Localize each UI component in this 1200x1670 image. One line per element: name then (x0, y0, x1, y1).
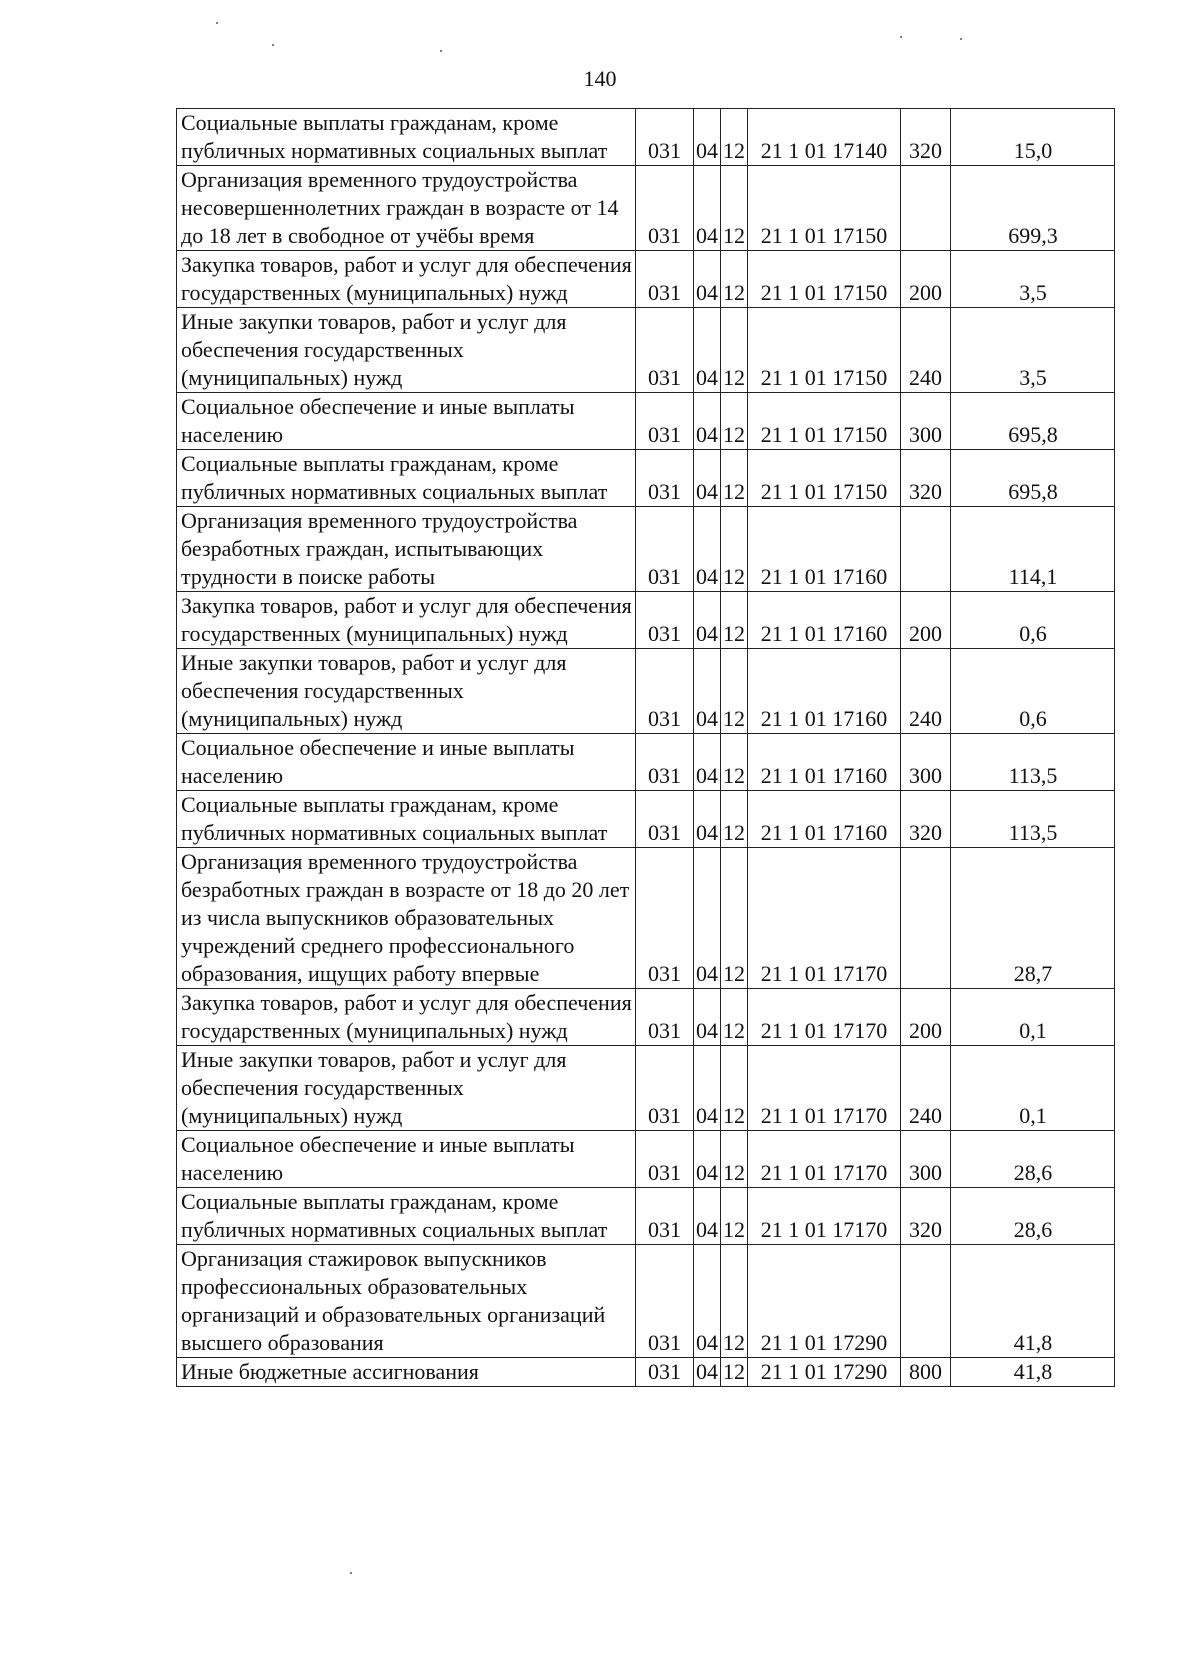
row-description: Закупка товаров, работ и услуг для обеспечения государственных (муниципальных) нужд (177, 592, 636, 649)
row-section-code: 04 (694, 734, 721, 791)
row-target-article-code: 21 1 01 17160 (748, 734, 901, 791)
row-amount: 114,1 (951, 507, 1115, 592)
row-expense-type-code: 240 (901, 649, 951, 734)
row-description: Закупка товаров, работ и услуг для обеспечения государственных (муниципальных) нужд (177, 251, 636, 308)
table-row (177, 507, 1115, 592)
row-target-article-code: 21 1 01 17150 (748, 393, 901, 450)
row-target-article-code: 21 1 01 17290 (748, 1245, 901, 1358)
row-subsection-code: 12 (721, 1245, 748, 1358)
row-description: Иные закупки товаров, работ и услуг для обеспечения государственных (муниципальных) нужд (177, 1046, 636, 1131)
table-row (177, 791, 1115, 848)
row-expense-type-code: 200 (901, 592, 951, 649)
row-description: Иные закупки товаров, работ и услуг для обеспечения государственных (муниципальных) нужд (177, 649, 636, 734)
row-ministry-code: 031 (636, 649, 694, 734)
row-expense-type-code: 320 (901, 109, 951, 166)
row-target-article-code: 21 1 01 17160 (748, 592, 901, 649)
row-expense-type-code (901, 848, 951, 989)
row-expense-type-code: 320 (901, 791, 951, 848)
table-row (177, 308, 1115, 393)
row-section-code: 04 (694, 649, 721, 734)
row-expense-type-code: 240 (901, 308, 951, 393)
row-subsection-code: 12 (721, 592, 748, 649)
table-row (177, 1188, 1115, 1245)
table-row (177, 1245, 1115, 1358)
row-section-code: 04 (694, 507, 721, 592)
row-subsection-code: 12 (721, 507, 748, 592)
row-amount: 3,5 (951, 251, 1115, 308)
table-row (177, 649, 1115, 734)
row-section-code: 04 (694, 1046, 721, 1131)
row-amount: 0,1 (951, 1046, 1115, 1131)
row-description: Социальное обеспечение и иные выплаты населению (177, 393, 636, 450)
scan-speck (350, 1572, 352, 1574)
table-row (177, 1046, 1115, 1131)
row-ministry-code: 031 (636, 109, 694, 166)
row-expense-type-code: 300 (901, 1131, 951, 1188)
row-description: Социальное обеспечение и иные выплаты населению (177, 1131, 636, 1188)
row-target-article-code: 21 1 01 17170 (748, 1131, 901, 1188)
row-target-article-code: 21 1 01 17170 (748, 1188, 901, 1245)
row-target-article-code: 21 1 01 17160 (748, 507, 901, 592)
row-ministry-code: 031 (636, 791, 694, 848)
row-ministry-code: 031 (636, 1131, 694, 1188)
scan-speck (216, 22, 218, 24)
row-ministry-code: 031 (636, 1245, 694, 1358)
budget-table (176, 108, 1115, 1387)
row-subsection-code: 12 (721, 1358, 748, 1387)
scan-speck (440, 50, 442, 52)
row-amount: 28,6 (951, 1131, 1115, 1188)
row-section-code: 04 (694, 109, 721, 166)
row-target-article-code: 21 1 01 17150 (748, 166, 901, 251)
row-ministry-code: 031 (636, 450, 694, 507)
row-ministry-code: 031 (636, 592, 694, 649)
row-section-code: 04 (694, 251, 721, 308)
row-amount: 699,3 (951, 166, 1115, 251)
row-subsection-code: 12 (721, 166, 748, 251)
row-description: Иные бюджетные ассигнования (177, 1358, 636, 1387)
row-target-article-code: 21 1 01 17150 (748, 308, 901, 393)
row-expense-type-code: 300 (901, 393, 951, 450)
row-description: Закупка товаров, работ и услуг для обеспечения государственных (муниципальных) нужд (177, 989, 636, 1046)
table-row (177, 989, 1115, 1046)
row-subsection-code: 12 (721, 1131, 748, 1188)
row-target-article-code: 21 1 01 17150 (748, 450, 901, 507)
row-description: Организация временного трудоустройства безработных граждан, испытывающих трудности в поиске работы (177, 507, 636, 592)
row-expense-type-code: 300 (901, 734, 951, 791)
row-ministry-code: 031 (636, 1046, 694, 1131)
scan-speck (900, 36, 902, 38)
row-subsection-code: 12 (721, 848, 748, 989)
scan-speck (960, 38, 962, 40)
row-subsection-code: 12 (721, 1046, 748, 1131)
row-ministry-code: 031 (636, 734, 694, 791)
row-description: Организация временного трудоустройства безработных граждан в возрасте от 18 до 20 лет из числа выпускников образовательных учреждений среднего профессионального образования, ищущих работу впервые (177, 848, 636, 989)
row-description: Социальные выплаты гражданам, кроме публичных нормативных социальных выплат (177, 1188, 636, 1245)
row-subsection-code: 12 (721, 393, 748, 450)
table-row (177, 450, 1115, 507)
row-section-code: 04 (694, 1131, 721, 1188)
row-description: Иные закупки товаров, работ и услуг для обеспечения государственных (муниципальных) нужд (177, 308, 636, 393)
scan-speck (272, 44, 274, 46)
row-section-code: 04 (694, 592, 721, 649)
row-ministry-code: 031 (636, 507, 694, 592)
table-row (177, 1131, 1115, 1188)
row-target-article-code: 21 1 01 17150 (748, 251, 901, 308)
row-amount: 695,8 (951, 393, 1115, 450)
row-expense-type-code (901, 166, 951, 251)
row-subsection-code: 12 (721, 791, 748, 848)
row-subsection-code: 12 (721, 308, 748, 393)
row-ministry-code: 031 (636, 1188, 694, 1245)
row-section-code: 04 (694, 791, 721, 848)
row-section-code: 04 (694, 450, 721, 507)
row-ministry-code: 031 (636, 166, 694, 251)
row-amount: 41,8 (951, 1358, 1115, 1387)
row-target-article-code: 21 1 01 17170 (748, 848, 901, 989)
row-expense-type-code: 200 (901, 251, 951, 308)
table-row (177, 109, 1115, 166)
row-subsection-code: 12 (721, 450, 748, 507)
row-amount: 28,6 (951, 1188, 1115, 1245)
table-row (177, 734, 1115, 791)
row-description: Социальное обеспечение и иные выплаты населению (177, 734, 636, 791)
row-description: Социальные выплаты гражданам, кроме публичных нормативных социальных выплат (177, 450, 636, 507)
row-amount: 28,7 (951, 848, 1115, 989)
row-expense-type-code: 320 (901, 1188, 951, 1245)
table-row (177, 393, 1115, 450)
row-target-article-code: 21 1 01 17170 (748, 989, 901, 1046)
row-subsection-code: 12 (721, 251, 748, 308)
row-ministry-code: 031 (636, 251, 694, 308)
row-expense-type-code: 240 (901, 1046, 951, 1131)
table-row (177, 592, 1115, 649)
row-ministry-code: 031 (636, 989, 694, 1046)
row-description: Организация стажировок выпускников профессиональных образовательных организаций и образовательных организаций высшего образования (177, 1245, 636, 1358)
page-number: 140 (583, 66, 617, 91)
row-section-code: 04 (694, 1188, 721, 1245)
row-amount: 0,1 (951, 989, 1115, 1046)
row-target-article-code: 21 1 01 17290 (748, 1358, 901, 1387)
row-section-code: 04 (694, 848, 721, 989)
table-row (177, 1358, 1115, 1387)
row-amount: 113,5 (951, 791, 1115, 848)
row-amount: 41,8 (951, 1245, 1115, 1358)
row-ministry-code: 031 (636, 393, 694, 450)
row-amount: 113,5 (951, 734, 1115, 791)
budget-table-body (177, 109, 1115, 1387)
row-subsection-code: 12 (721, 1188, 748, 1245)
row-section-code: 04 (694, 393, 721, 450)
row-section-code: 04 (694, 1358, 721, 1387)
row-amount: 695,8 (951, 450, 1115, 507)
row-description: Организация временного трудоустройства несовершеннолетних граждан в возрасте от 14 до 18 лет в свободное от учёбы время (177, 166, 636, 251)
row-target-article-code: 21 1 01 17160 (748, 649, 901, 734)
row-amount: 0,6 (951, 649, 1115, 734)
row-expense-type-code (901, 1245, 951, 1358)
row-amount: 0,6 (951, 592, 1115, 649)
table-row (177, 166, 1115, 251)
row-description: Социальные выплаты гражданам, кроме публичных нормативных социальных выплат (177, 791, 636, 848)
row-target-article-code: 21 1 01 17160 (748, 791, 901, 848)
row-section-code: 04 (694, 308, 721, 393)
row-ministry-code: 031 (636, 308, 694, 393)
row-amount: 15,0 (951, 109, 1115, 166)
table-row (177, 251, 1115, 308)
row-subsection-code: 12 (721, 649, 748, 734)
row-subsection-code: 12 (721, 989, 748, 1046)
row-expense-type-code: 320 (901, 450, 951, 507)
row-expense-type-code: 200 (901, 989, 951, 1046)
row-section-code: 04 (694, 166, 721, 251)
row-section-code: 04 (694, 989, 721, 1046)
row-subsection-code: 12 (721, 109, 748, 166)
row-ministry-code: 031 (636, 848, 694, 989)
row-ministry-code: 031 (636, 1358, 694, 1387)
row-expense-type-code: 800 (901, 1358, 951, 1387)
row-section-code: 04 (694, 1245, 721, 1358)
table-row (177, 848, 1115, 989)
row-target-article-code: 21 1 01 17140 (748, 109, 901, 166)
row-amount: 3,5 (951, 308, 1115, 393)
row-description: Социальные выплаты гражданам, кроме публичных нормативных социальных выплат (177, 109, 636, 166)
row-expense-type-code (901, 507, 951, 592)
row-subsection-code: 12 (721, 734, 748, 791)
row-target-article-code: 21 1 01 17170 (748, 1046, 901, 1131)
